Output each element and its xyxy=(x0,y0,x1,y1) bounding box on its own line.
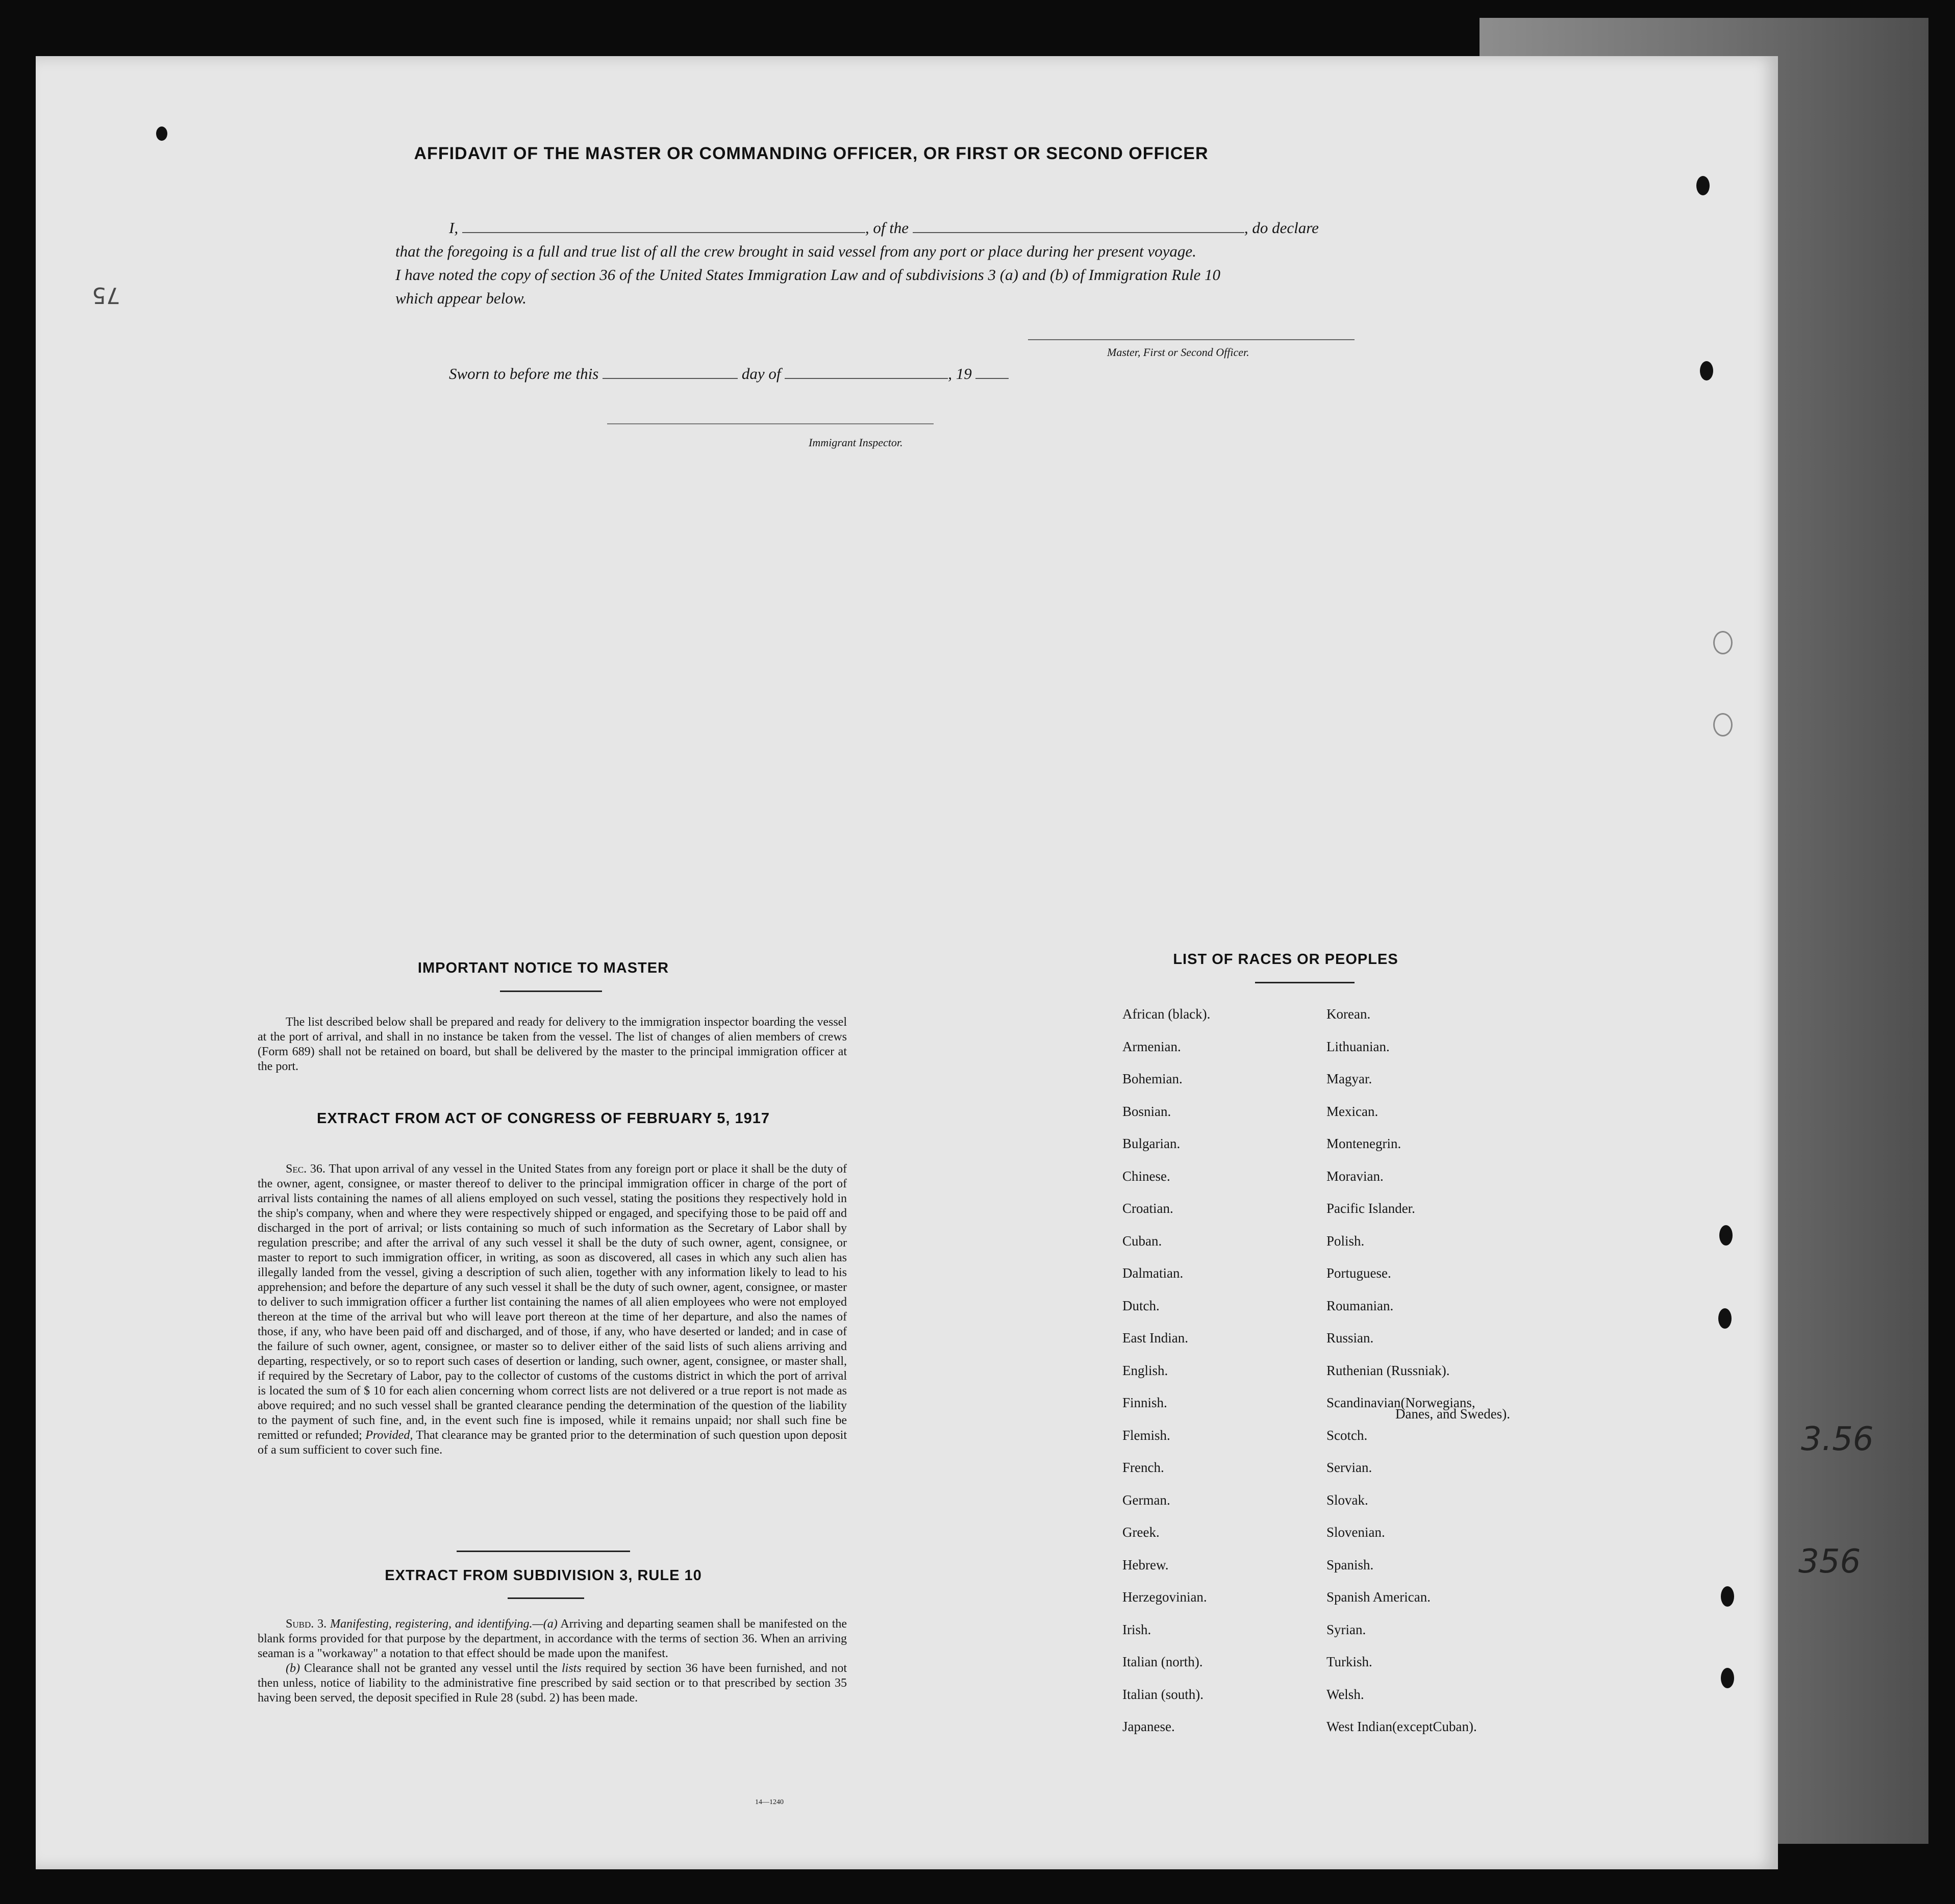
punch-hole xyxy=(1721,1668,1734,1688)
race-left-item: Bosnian. xyxy=(1122,1103,1171,1119)
act-title: EXTRACT FROM ACT OF CONGRESS OF FEBRUARY 5, 1917 xyxy=(316,1110,770,1127)
rule-para-b-1: Clearance shall not be granted any vessel until the xyxy=(304,1662,558,1675)
affidavit-declaration xyxy=(395,216,1395,310)
race-left-item: Croatian. xyxy=(1122,1201,1173,1216)
race-right-item: Turkish. xyxy=(1326,1654,1372,1669)
rule-b-label: (b) xyxy=(286,1662,300,1675)
race-left-item: Chinese. xyxy=(1122,1168,1170,1184)
race-left-item: Dalmatian. xyxy=(1122,1265,1184,1281)
act-section-text: That upon arrival of any vessel in the United States from any foreign port or place it shall be the duty of the owner, agent, consignee, or master thereof to deliver to the principal immigration officer in charge of the port of arrival lists containing the names of all aliens employed on such vessel, stating the positions they respectively hold in the ship's company, when and where they were respectively shipped or engaged, and specifying those to be paid off and discharged in the port of arrival; or lists containing so much of such information as the Secretary of Labor shall by regulation prescribe; and after the arrival of any such vessel it shall be the duty of such owner, agent, consignee, or master to report to such immigration officer, in writing, as soon as discovered, all cases in which any such alien has illegally landed from the vessel, giving a description of such alien, together with any information likely to lead to his apprehension; and before the departure of any such vessel it shall be the duty of such owner, agent, consignee, or master to deliver to such immigration officer a further list containing the names of all alien employees who were not employed thereon at the time of the arrival but who will leave port thereon at the time of her departure, and also the names of those, if any, who have been paid off and discharged, and of those, if any, who have deserted or landed; and in case of the failure of such owner, agent, consignee, or master so to deliver either of the said lists of such aliens arriving and departing, respectively, or so to report such cases of desertion or landing, such owner, agent, consignee, or master shall, if required by the Secretary of Labor, pay to the collector of customs of the customs district in which the port of arrival is located the sum of $ 10 for each alien concerning whom correct lists are not delivered or a true report is not made as above required; and no such vessel shall be granted clearance pending the determination of the question of the liability to the payment of such fine, and, in the event such fine is imposed, while it remains unpaid; nor shall such fine be remitted or refunded; xyxy=(258,1162,847,1442)
act-section-text-end: That clearance may be granted prior to the determination of such question upon deposit of a sum sufficient to cover such fine. xyxy=(258,1429,847,1457)
punch-hole xyxy=(1718,1308,1732,1329)
punch-hole xyxy=(1721,1586,1734,1607)
race-right-item: Montenegrin. xyxy=(1326,1136,1401,1151)
form-number: 14—1240 xyxy=(755,1798,784,1806)
bleed-through xyxy=(332,444,341,488)
race-right-item: Lithuanian. xyxy=(1326,1038,1390,1054)
rule-title-rule xyxy=(508,1597,584,1599)
race-left-item: East Indian. xyxy=(1122,1330,1188,1346)
race-right-item: Korean. xyxy=(1326,1006,1371,1022)
race-right-item: Moravian. xyxy=(1326,1168,1384,1184)
race-right-item: Syrian. xyxy=(1326,1621,1366,1637)
race-left-item: Hebrew. xyxy=(1122,1557,1169,1572)
race-right-item: Ruthenian (Russniak). xyxy=(1326,1362,1450,1378)
master-signature-line[interactable] xyxy=(1028,339,1355,340)
handwritten-number-a: 3.56 xyxy=(1801,1420,1874,1458)
race-left-item: Italian (north). xyxy=(1122,1654,1203,1669)
punch-hole xyxy=(1719,1225,1733,1246)
day-blank[interactable] xyxy=(603,378,738,379)
notice-title: IMPORTANT NOTICE TO MASTER xyxy=(417,960,669,976)
punch-hole xyxy=(1713,631,1733,654)
master-caption: Master, First or Second Officer. xyxy=(1107,346,1249,359)
race-left-item: Herzegovinian. xyxy=(1122,1589,1207,1605)
race-left-item: English. xyxy=(1122,1362,1168,1378)
punch-hole xyxy=(1700,361,1713,380)
act-body xyxy=(258,1162,847,1458)
rule-para-b-2: required by section 36 have been furnished, and not then unless, notice of liability to the administrative fine prescribed by said section or to that prescribed by section 35 having been served, the deposit specified in Rule 28 (subd. 2) has been made. xyxy=(258,1662,847,1705)
punch-hole xyxy=(1696,176,1710,195)
race-right-item: Polish. xyxy=(1326,1233,1365,1249)
race-right-item: Slovenian. xyxy=(1326,1525,1385,1540)
rule-subd-title: Manifesting, registering, and identifying.—(a) xyxy=(330,1617,558,1631)
punch-hole xyxy=(1713,713,1733,737)
race-right-item: Slovak. xyxy=(1326,1492,1368,1508)
race-right-item: Pacific Islander. xyxy=(1326,1201,1415,1216)
sworn-before: Sworn to before me this xyxy=(449,365,599,383)
races-title: LIST OF RACES OR PEOPLES xyxy=(1173,951,1398,968)
race-right-scandinavian-cont: Danes, and Swedes). xyxy=(1395,1406,1510,1421)
notice-title-rule xyxy=(500,991,602,992)
declaration-do-declare: , do declare xyxy=(1244,219,1319,237)
race-right-item: Portuguese. xyxy=(1326,1265,1391,1281)
race-right-item: Magyar. xyxy=(1326,1071,1372,1086)
race-left-item: Bohemian. xyxy=(1122,1071,1183,1086)
race-right-item: Spanish. xyxy=(1326,1557,1374,1572)
left-margin-number: 75 xyxy=(92,282,120,308)
declaration-i: I, xyxy=(449,219,459,237)
year-blank[interactable] xyxy=(975,378,1009,379)
race-right-item: Russian. xyxy=(1326,1330,1374,1346)
race-left-item: Japanese. xyxy=(1122,1719,1175,1734)
declaration-line-2: that the foregoing is a full and true list of all the crew brought in said vessel from any port or place during her present voyage. xyxy=(395,242,1196,260)
ink-dot xyxy=(156,126,167,141)
race-left-item: Dutch. xyxy=(1122,1298,1160,1313)
sworn-line xyxy=(449,365,1009,383)
declaration-of-the: , of the xyxy=(865,219,909,237)
handwritten-number-b: 356 xyxy=(1798,1543,1861,1581)
race-right-item: Spanish American. xyxy=(1326,1589,1431,1605)
race-right-item: Scotch. xyxy=(1326,1427,1368,1443)
race-left-item: Irish. xyxy=(1122,1621,1151,1637)
document-page xyxy=(36,56,1778,1869)
race-left-item: Armenian. xyxy=(1122,1038,1181,1054)
vessel-blank[interactable] xyxy=(913,232,1244,233)
act-section-label: Sec. 36. xyxy=(286,1162,325,1176)
race-left-item: Flemish. xyxy=(1122,1427,1170,1443)
year-prefix: , 19 xyxy=(948,365,972,383)
rule-body xyxy=(258,1617,847,1706)
race-right-item: Welsh. xyxy=(1326,1686,1364,1702)
affidavit-title: AFFIDAVIT OF THE MASTER OR COMMANDING OFFICER, OR FIRST OR SECOND OFFICER xyxy=(414,144,1209,163)
race-right-item: Scandinavian(Norwegians, xyxy=(1326,1395,1475,1410)
race-left-item: Greek. xyxy=(1122,1525,1160,1540)
rule-para-b-lists: lists xyxy=(561,1662,582,1675)
race-left-item: African (black). xyxy=(1122,1006,1211,1022)
act-provided: Provided, xyxy=(365,1429,413,1442)
race-left-item: French. xyxy=(1122,1460,1164,1475)
act-end-rule xyxy=(457,1551,630,1552)
day-of: day of xyxy=(741,365,781,383)
race-right-item: Mexican. xyxy=(1326,1103,1378,1119)
declaration-line-4: which appear below. xyxy=(395,289,527,307)
notice-body: The list described below shall be prepared and ready for delivery to the immigration inspector boarding the vessel at the port of arrival, and shall in no instance be taken from the vessel. The list of changes of alien members of crews (Form 689) shall not be retained on board, but shall be delivered by the master to the principal immigration officer at the port. xyxy=(258,1016,847,1073)
name-blank[interactable] xyxy=(462,232,865,233)
rule-para-a: Arriving and departing seamen shall be manifested on the blank forms provided for that purpose by the department, in accordance with the terms of section 36. When an arriving seaman is a "workaway" a notation to that effect should be made upon the manifest. xyxy=(258,1617,847,1660)
rule-title: EXTRACT FROM SUBDIVISION 3, RULE 10 xyxy=(385,1567,702,1584)
declaration-line-3: I have noted the copy of section 36 of the United States Immigration Law and of subdivisions 3 (a) and (b) of Immigration Rule 10 xyxy=(395,266,1220,284)
month-blank[interactable] xyxy=(785,378,948,379)
race-left-item: Finnish. xyxy=(1122,1395,1167,1410)
race-right-item: Roumanian. xyxy=(1326,1298,1394,1313)
race-right-item: Servian. xyxy=(1326,1460,1372,1475)
inspector-caption: Immigrant Inspector. xyxy=(809,436,903,449)
inspector-signature-line[interactable] xyxy=(607,423,934,424)
race-left-item: German. xyxy=(1122,1492,1170,1508)
race-left-item: Italian (south). xyxy=(1122,1686,1204,1702)
rule-subd-label: Subd. 3. xyxy=(286,1617,327,1631)
races-title-rule xyxy=(1255,982,1355,983)
race-right-item: West Indian(exceptCuban). xyxy=(1326,1719,1477,1734)
race-left-item: Bulgarian. xyxy=(1122,1136,1181,1151)
race-left-item: Cuban. xyxy=(1122,1233,1162,1249)
